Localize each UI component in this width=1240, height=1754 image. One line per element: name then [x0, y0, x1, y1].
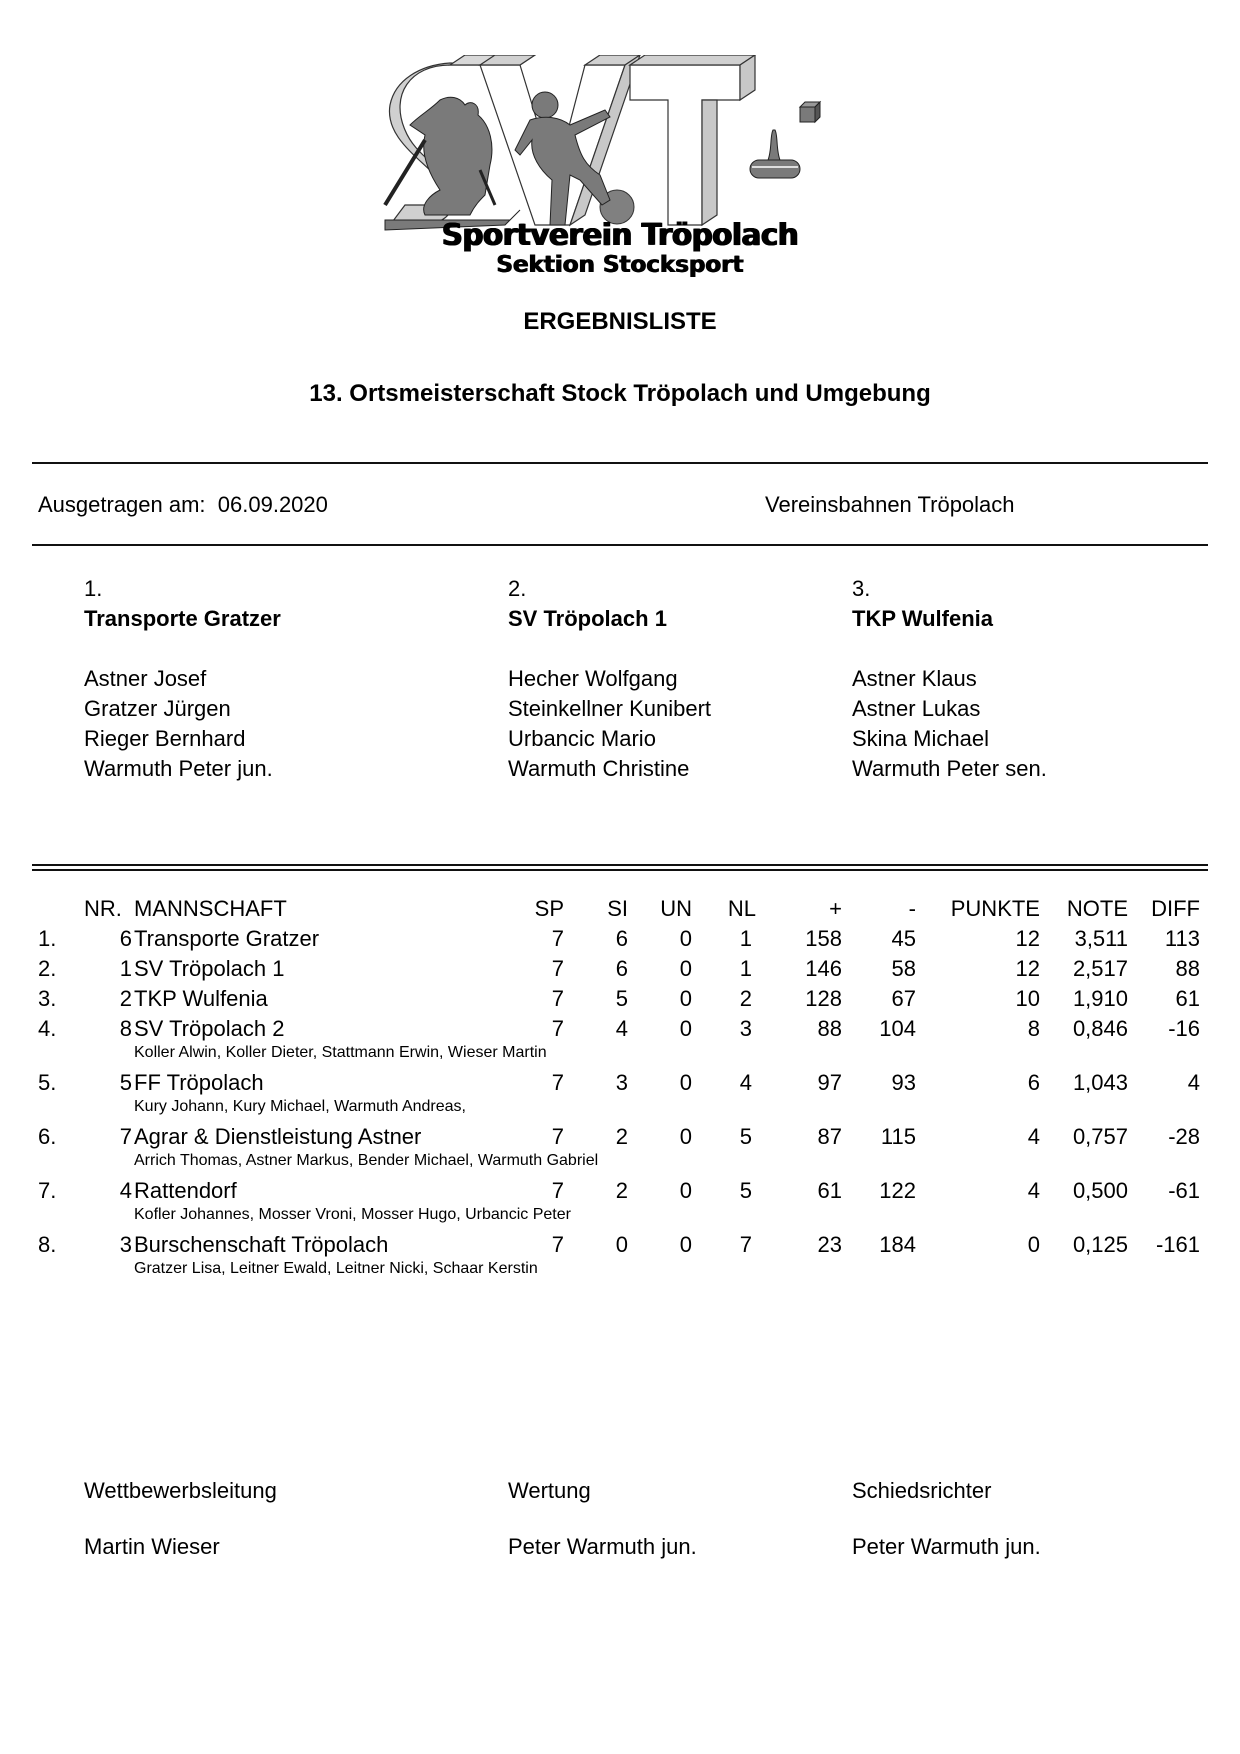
double-divider-top: [32, 864, 1208, 866]
cell-plus: 97: [817, 1070, 842, 1095]
cell-team: Rattendorf: [134, 1178, 237, 1203]
official-name: Peter Warmuth jun.: [508, 1534, 697, 1559]
cell-si: 2: [615, 1178, 628, 1203]
header-un: UN: [660, 896, 692, 921]
podium-team: TKP Wulfenia: [852, 606, 993, 631]
table-row: [0, 1178, 1240, 1208]
cell-punkte: 12: [1015, 926, 1040, 951]
cell-sp: 7: [551, 1016, 564, 1041]
cell-diff: 4: [1187, 1070, 1200, 1095]
official-name: Peter Warmuth jun.: [852, 1534, 1041, 1559]
cell-nr: 8: [119, 1016, 132, 1041]
header-sp: SP: [534, 896, 564, 921]
cell-nl: 3: [739, 1016, 752, 1041]
cell-si: 5: [615, 986, 628, 1011]
cell-un: 0: [679, 1016, 692, 1041]
cell-minus: 122: [879, 1178, 916, 1203]
cell-plus: 61: [817, 1178, 842, 1203]
cell-nr: 4: [119, 1178, 132, 1203]
cell-nr: 3: [119, 1232, 132, 1257]
cell-rank: 1.: [38, 926, 57, 951]
cell-minus: 58: [891, 956, 916, 981]
header-punkte: PUNKTE: [950, 896, 1040, 921]
cell-punkte: 10: [1015, 986, 1040, 1011]
logo-letter-t: [630, 55, 755, 225]
cell-diff: -61: [1168, 1178, 1200, 1203]
team-members: Koller Alwin, Koller Dieter, Stattmann Erwin, Wieser Martin: [134, 1044, 547, 1061]
cell-team: Transporte Gratzer: [134, 926, 320, 951]
cell-plus: 146: [805, 956, 842, 981]
header-si: SI: [607, 896, 628, 921]
cell-punkte: 12: [1015, 956, 1040, 981]
cell-nl: 1: [739, 956, 752, 981]
cell-un: 0: [679, 1070, 692, 1095]
cell-diff: 113: [1164, 926, 1200, 951]
official-role: Wertung: [508, 1478, 591, 1503]
header-nr: NR.: [84, 896, 122, 921]
cell-punkte: 8: [1027, 1016, 1040, 1041]
cell-note: 3,511: [1074, 926, 1128, 951]
table-row: [0, 956, 1240, 986]
podium-place: 1.: [84, 576, 103, 601]
cell-sp: 7: [551, 1124, 564, 1149]
official-name: Martin Wieser: [84, 1534, 220, 1559]
cell-rank: 3.: [38, 986, 57, 1011]
cell-team: TKP Wulfenia: [134, 986, 268, 1011]
double-divider-bottom: [32, 869, 1208, 871]
cell-team: FF Tröpolach: [134, 1070, 264, 1095]
cell-nr: 6: [119, 926, 132, 951]
table-row: [0, 926, 1240, 956]
cell-note: 1,910: [1072, 986, 1128, 1011]
podium-player: Astner Klaus: [852, 666, 977, 691]
event-venue: Vereinsbahnen Tröpolach: [765, 492, 1015, 517]
cell-plus: 23: [817, 1232, 842, 1257]
cell-note: 1,043: [1072, 1070, 1128, 1095]
cell-rank: 6.: [38, 1124, 57, 1149]
cell-nl: 2: [739, 986, 752, 1011]
cell-sp: 7: [551, 956, 564, 981]
document-title: ERGEBNISLISTE: [523, 308, 717, 335]
podium-player: Warmuth Peter sen.: [852, 756, 1047, 781]
podium-team: Transporte Gratzer: [84, 606, 281, 631]
event-date-row: [38, 492, 328, 518]
cell-si: 3: [615, 1070, 628, 1095]
cell-diff: -161: [1155, 1232, 1200, 1257]
cell-note: 0,500: [1072, 1178, 1128, 1203]
cell-plus: 128: [805, 986, 842, 1011]
header-team: MANNSCHAFT: [134, 896, 287, 921]
table-row: [0, 1232, 1240, 1262]
cell-sp: 7: [551, 1070, 564, 1095]
cell-un: 0: [679, 926, 692, 951]
table-row: [0, 1070, 1240, 1100]
cell-note: 0,125: [1072, 1232, 1128, 1257]
team-members: Gratzer Lisa, Leitner Ewald, Leitner Nicki, Schaar Kerstin: [134, 1260, 538, 1277]
cell-note: 0,846: [1072, 1016, 1128, 1041]
header-note: NOTE: [1066, 896, 1128, 921]
cell-plus: 158: [805, 926, 842, 951]
cell-minus: 93: [891, 1070, 916, 1095]
podium-player: Astner Josef: [84, 666, 207, 691]
podium-place-2: [508, 574, 711, 784]
cell-rank: 2.: [38, 956, 57, 981]
header-plus: +: [829, 896, 842, 921]
cell-un: 0: [679, 956, 692, 981]
cell-rank: 8.: [38, 1232, 57, 1257]
podium-player: Hecher Wolfgang: [508, 666, 678, 691]
podium-player: Warmuth Christine: [508, 756, 690, 781]
cell-team: SV Tröpolach 1: [134, 956, 285, 981]
cell-si: 2: [615, 1124, 628, 1149]
podium-team: SV Tröpolach 1: [508, 606, 667, 631]
table-header: [0, 896, 1240, 926]
cell-rank: 7.: [38, 1178, 57, 1203]
podium-player: Skina Michael: [852, 726, 989, 751]
event-date: 06.09.2020: [217, 492, 328, 517]
cell-rank: 4.: [38, 1016, 57, 1041]
cell-un: 0: [679, 1124, 692, 1149]
cell-note: 0,757: [1072, 1124, 1128, 1149]
event-date-label: Ausgetragen am:: [38, 492, 206, 517]
podium-player: Rieger Bernhard: [84, 726, 246, 751]
cell-nl: 5: [739, 1178, 752, 1203]
cell-sp: 7: [551, 926, 564, 951]
cell-nl: 1: [739, 926, 752, 951]
cell-nr: 1: [119, 956, 132, 981]
cell-team: Burschenschaft Tröpolach: [134, 1232, 389, 1257]
curling-stock-icon: [750, 102, 820, 178]
cell-un: 0: [679, 1178, 692, 1203]
divider: [32, 462, 1208, 464]
cell-team: Agrar & Dienstleistung Astner: [134, 1124, 422, 1149]
team-members: Kury Johann, Kury Michael, Warmuth Andreas,: [134, 1098, 466, 1115]
official-role: Wettbewerbsleitung: [84, 1478, 277, 1503]
podium-player: Astner Lukas: [852, 696, 981, 721]
cell-plus: 87: [817, 1124, 842, 1149]
cell-sp: 7: [551, 986, 564, 1011]
podium-player: Urbancic Mario: [508, 726, 656, 751]
cell-punkte: 6: [1027, 1070, 1040, 1095]
cell-si: 6: [615, 956, 628, 981]
table-row: [0, 1016, 1240, 1046]
table-row: [0, 986, 1240, 1016]
event-title: 13. Ortsmeisterschaft Stock Tröpolach und Umgebung: [309, 380, 931, 407]
podium-place: 2.: [508, 576, 527, 601]
cell-un: 0: [679, 1232, 692, 1257]
header-nl: NL: [727, 896, 756, 921]
table-row: [0, 1124, 1240, 1154]
header-minus: -: [908, 896, 916, 921]
podium-player: Steinkellner Kunibert: [508, 696, 712, 721]
cell-minus: 67: [891, 986, 916, 1011]
cell-minus: 45: [891, 926, 916, 951]
cell-sp: 7: [551, 1178, 564, 1203]
team-members: Kofler Johannes, Mosser Vroni, Mosser Hugo, Urbancic Peter: [134, 1206, 571, 1223]
cell-nr: 5: [119, 1070, 132, 1095]
cell-minus: 184: [879, 1232, 916, 1257]
team-members: Arrich Thomas, Astner Markus, Bender Michael, Warmuth Gabriel: [134, 1152, 599, 1169]
cell-sp: 7: [551, 1232, 564, 1257]
cell-team: SV Tröpolach 2: [134, 1016, 285, 1041]
cell-si: 4: [615, 1016, 628, 1041]
cell-nl: 7: [739, 1232, 752, 1257]
cell-nl: 4: [739, 1070, 752, 1095]
cell-minus: 115: [880, 1124, 916, 1149]
cell-nr: 7: [119, 1124, 132, 1149]
cell-si: 6: [615, 926, 628, 951]
cell-diff: 88: [1175, 956, 1200, 981]
cell-diff: -28: [1168, 1124, 1200, 1149]
cell-diff: 61: [1175, 986, 1200, 1011]
divider: [32, 544, 1208, 546]
podium-player: Gratzer Jürgen: [84, 696, 231, 721]
cell-un: 0: [679, 986, 692, 1011]
podium-place: 3.: [852, 576, 871, 601]
header-diff: DIFF: [1151, 896, 1200, 921]
logo-club-name: Sportverein Tröpolach: [441, 218, 799, 253]
cell-si: 0: [615, 1232, 628, 1257]
podium-place-1: [84, 574, 281, 784]
cell-rank: 5.: [38, 1070, 57, 1095]
cell-note: 2,517: [1072, 956, 1128, 981]
podium-place-3: [852, 574, 1047, 784]
cell-diff: -16: [1168, 1016, 1200, 1041]
cell-nl: 5: [739, 1124, 752, 1149]
cell-minus: 104: [879, 1016, 916, 1041]
cell-punkte: 4: [1027, 1178, 1040, 1203]
logo-section-name: Sektion Stocksport: [496, 252, 744, 278]
cell-punkte: 0: [1027, 1232, 1040, 1257]
cell-plus: 88: [817, 1016, 842, 1041]
podium-player: Warmuth Peter jun.: [84, 756, 273, 781]
cell-nr: 2: [119, 986, 132, 1011]
official-role: Schiedsrichter: [852, 1478, 992, 1503]
cell-punkte: 4: [1027, 1124, 1040, 1149]
